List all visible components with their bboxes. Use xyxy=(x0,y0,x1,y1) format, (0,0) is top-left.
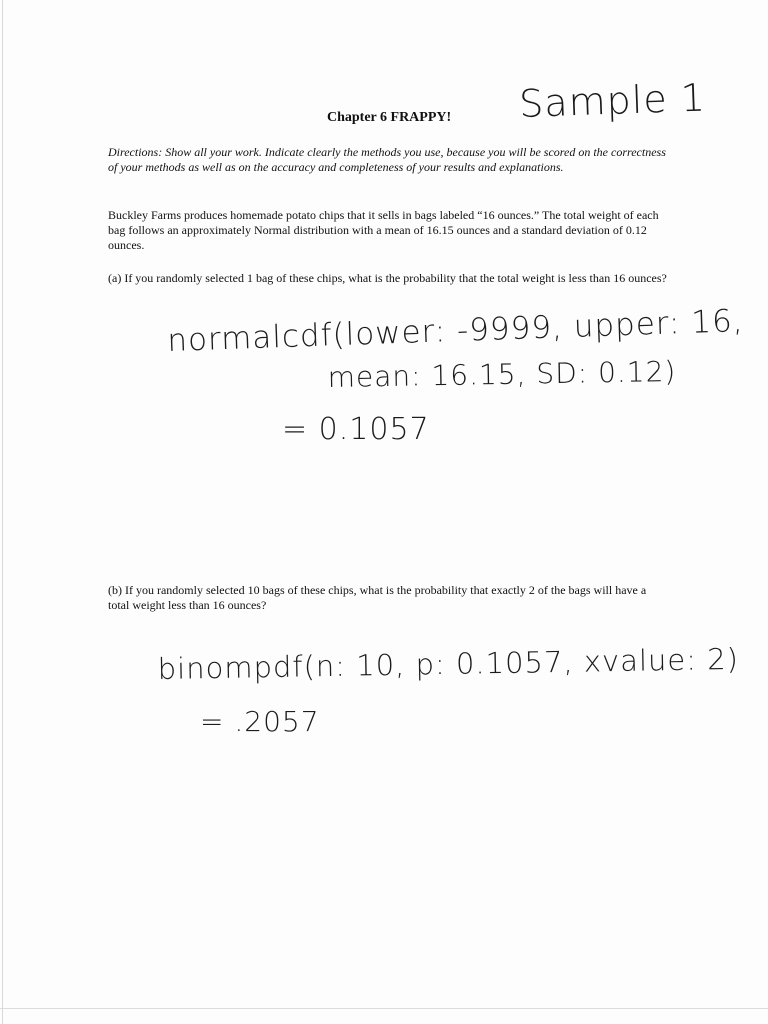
handwritten-answer-a-result: = 0.1057 xyxy=(282,412,430,447)
page-edge-bottom xyxy=(0,1008,768,1009)
problem-prompt: Buckley Farms produces homemade potato chips that it sells in bags labeled “16 ounces.” The total weight of each bag follows an approximately Normal distribution with a mean of 16.15 ounces and a standard deviation of 0.12 ounces. xyxy=(108,208,659,252)
handwritten-answer-a-line1: normalcdf(lower: -9999, upper: 16, xyxy=(166,302,745,359)
handwritten-answer-b-line1: binompdf(n: 10, p: 0.1057, xvalue: 2) xyxy=(157,641,740,686)
handwritten-answer-a-line2: mean: 16.15, SD: 0.12) xyxy=(327,354,677,394)
handwritten-sample-label: Sample 1 xyxy=(518,75,707,126)
page-title: Chapter 6 FRAPPY! xyxy=(327,110,452,125)
question-b: (b) If you randomly selected 10 bags of these chips, what is the probability that exactly 2 of the bags will have a total weight less than 16 ounces? xyxy=(108,583,647,612)
handwritten-answer-b-result: = .2057 xyxy=(200,705,320,738)
page-edge-left xyxy=(2,0,3,1024)
question-a: (a) If you randomly selected 1 bag of these chips, what is the probability that the total weight is less than 16 ounces? xyxy=(108,271,667,285)
directions-text: Directions: Show all your work. Indicate clearly the methods you use, because you will be scored on the correctness of your methods as well as on the accuracy and completeness of your results and explanations. xyxy=(108,145,666,174)
